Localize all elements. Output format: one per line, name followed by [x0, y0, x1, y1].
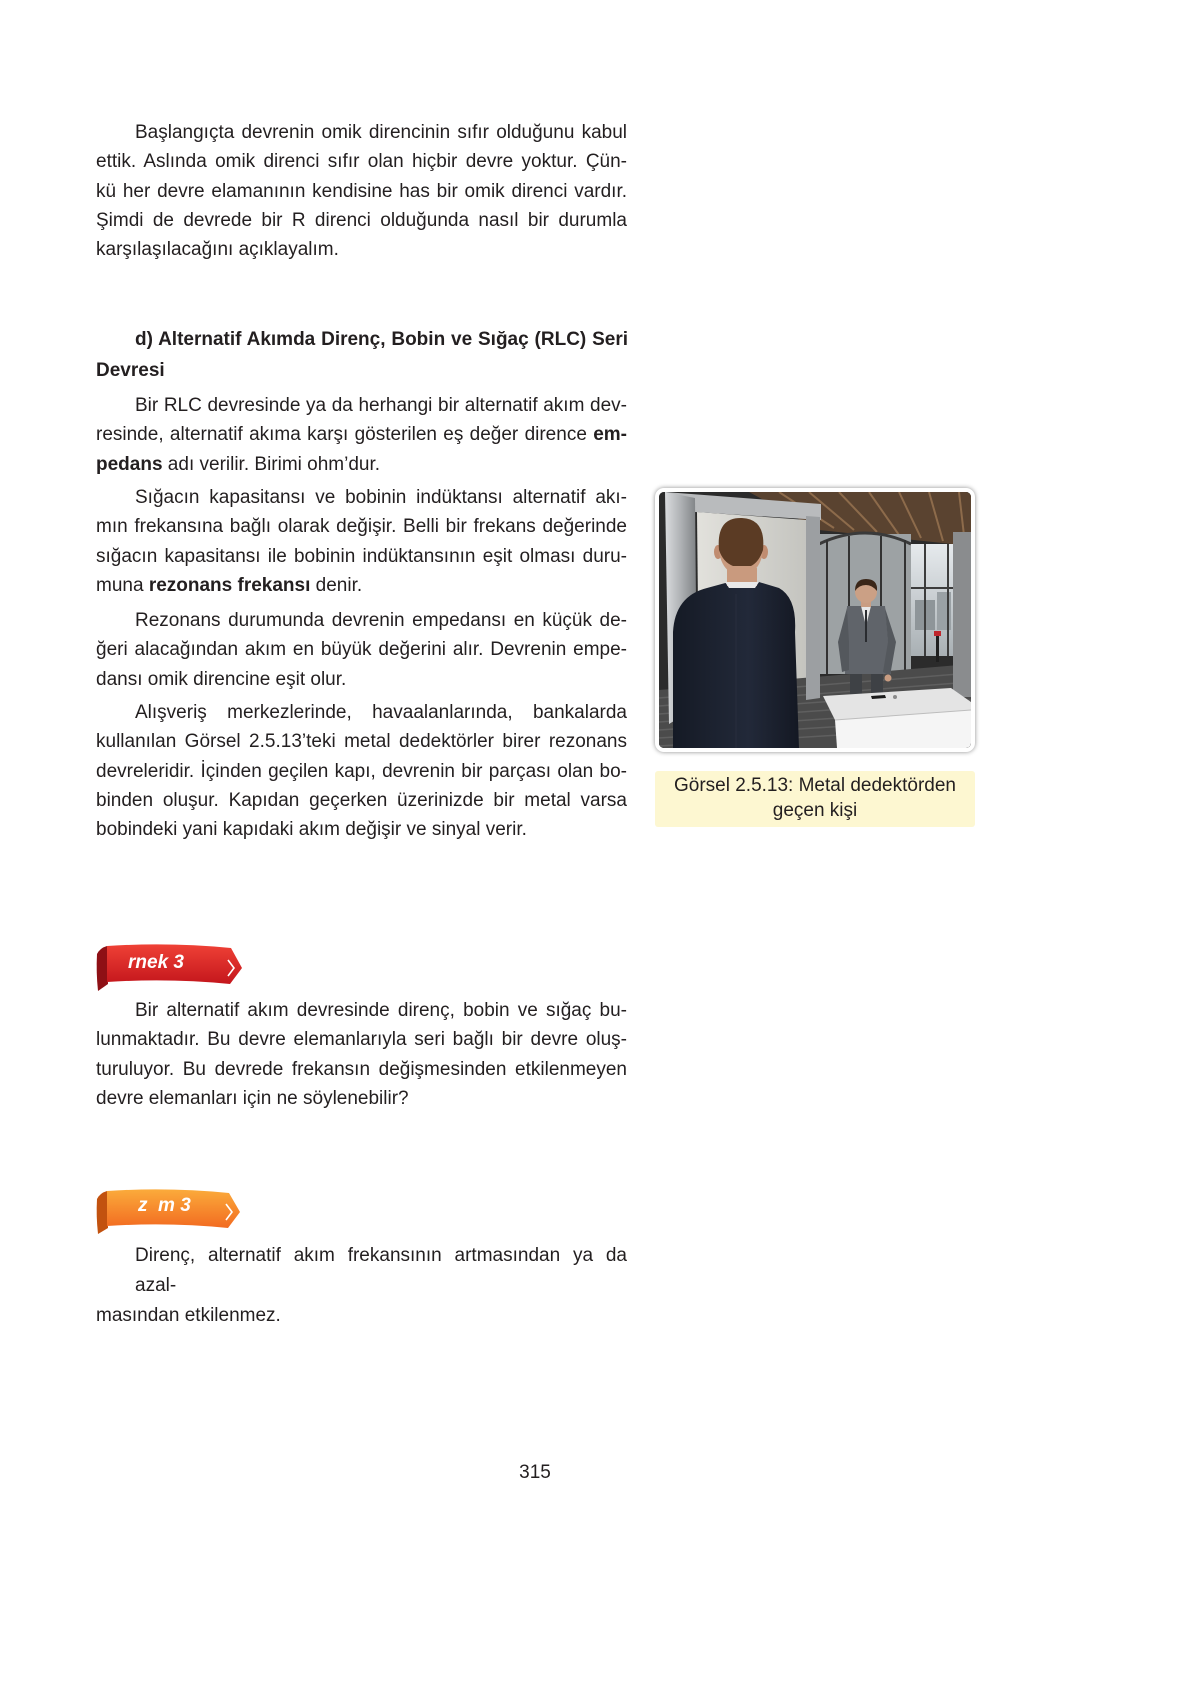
text-line — [96, 571, 627, 600]
key-term: em- — [593, 424, 627, 446]
text-line: turuluyor. Bu devrede frekansın değişmesinden etkilenmeyen — [96, 1058, 627, 1080]
text-line: mın frekansına bağlı olarak değişir. Belli bir frekans değerinde — [96, 516, 627, 538]
text-line: ettik. Aslında omik direnci sıfır olan hiçbir devre yoktur. Çün- — [96, 151, 627, 173]
text-line: bobindeki yani kapıdaki akım değişir ve sinyal verir. — [96, 819, 527, 841]
text-line — [96, 450, 627, 479]
text-line: Şimdi de devrede bir R direnci olduğunda nasıl bir durumla — [96, 209, 627, 231]
caption-line: Görsel 2.5.13: Metal dedektörden — [673, 775, 956, 796]
text-line — [96, 420, 627, 449]
stanchion — [936, 634, 939, 662]
text-line: Başlangıçta devrenin omik direncinin sıfır olduğunu kabul — [135, 122, 627, 143]
text-line: Sığacın kapasitansı ve bobinin indüktansı alternatif akı- — [135, 487, 627, 508]
solution-answer — [96, 1241, 627, 1331]
text-line: Bir RLC devresinde ya da herhangi bir alternatif akım dev- — [135, 395, 627, 416]
key-term: rezonans frekansı — [148, 574, 311, 596]
text-segment: muna — [96, 574, 149, 596]
text-segment: denir. — [310, 574, 363, 596]
heading-line: d) Alternatif Akımda Direnç, Bobin ve Sığaç (RLC) Seri — [135, 329, 628, 350]
resonance-state-paragraph — [96, 606, 627, 694]
text-line: Direnç, alternatif akım frekansının artmasından ya da azal- — [135, 1245, 627, 1296]
text-line: kü her devre elamanının kendisine has bir omik direnci vardır. — [96, 180, 627, 202]
text-line: binden oluşur. Kapıdan geçerken üzerinizde bir metal varsa — [96, 789, 627, 811]
text-line: Rezonans durumunda devrenin empedansı en küçük de- — [135, 610, 627, 631]
text-segment: adı verilir. Birimi ohm’dur. — [162, 453, 381, 475]
text-line: lunmaktadır. Bu devre elemanlarıyla seri bağlı bir devre oluş- — [96, 1029, 627, 1051]
resonance-frequency-paragraph — [96, 483, 627, 600]
key-term: pedans — [96, 453, 163, 475]
example-label: rnek 3 — [128, 952, 184, 973]
intro-paragraph — [96, 118, 627, 264]
text-segment: resinde, alternatif akıma karşı gösterilen eş değer dirence — [96, 424, 594, 446]
text-line: Bir alternatif akım devresinde direnç, bobin ve sığaç bu- — [135, 1000, 627, 1021]
text-line: masından etkilenmez. — [96, 1305, 281, 1326]
figure-photo — [655, 488, 975, 752]
text-line: karşılaşılacağını açıklayalım. — [96, 239, 339, 261]
impedance-paragraph — [96, 391, 627, 479]
text-line: Alışveriş merkezlerinde, havaalanlarında, bankalarda — [135, 702, 627, 723]
text-line: kullanılan Görsel 2.5.13’teki metal dedektörler birer rezonans — [96, 731, 627, 753]
stanchion-top — [934, 631, 941, 636]
pillar — [953, 532, 971, 697]
heading-line: Devresi — [96, 360, 165, 381]
text-line: dansı omik direncine eşit olur. — [96, 668, 347, 690]
example-question — [96, 996, 627, 1113]
ribbon-fold — [97, 1191, 108, 1234]
keys-on-desk — [893, 695, 897, 699]
solution-label: z m 3 — [138, 1195, 191, 1216]
ribbon-fold — [97, 946, 108, 991]
text-line: ğeri alacağından akım en büyük değerini alır. Devrenin empe- — [96, 639, 627, 661]
page-number: 315 — [519, 1462, 551, 1483]
metal-detector-paragraph — [96, 698, 627, 844]
section-heading — [96, 324, 628, 386]
figure-caption — [655, 771, 975, 827]
metal-detector-photo — [659, 492, 971, 748]
text-line: devre elemanları için ne söylenebilir? — [96, 1087, 409, 1109]
caption-line: geçen kişi — [772, 800, 858, 821]
desk — [823, 688, 971, 748]
text-line: devreleridir. İçinden geçilen kapı, devrenin bir parçası olan bo- — [96, 760, 627, 782]
text-line: sığacın kapasitansı ile bobinin indüktansının eşit olması duru- — [96, 545, 627, 567]
